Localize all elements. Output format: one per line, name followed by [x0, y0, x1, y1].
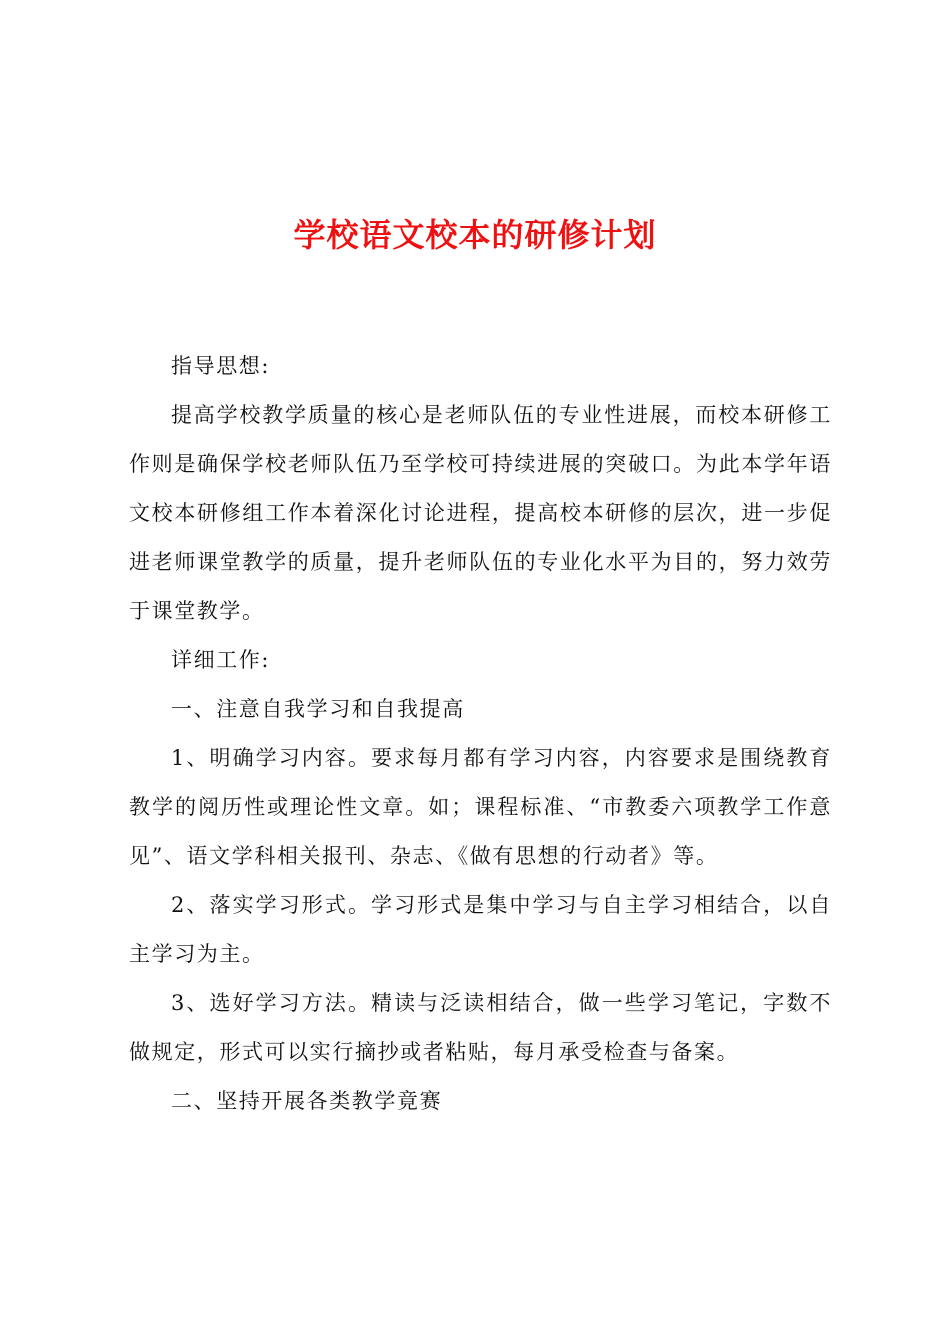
document-body [129, 342, 832, 1126]
paragraph-guiding-thought-heading: 指导思想: [171, 354, 271, 378]
paragraph-guiding-thought: 提高学校教学质量的核心是老师队伍的专业性进展，而校本研修工作则是确保学校老师队伍乃至学校可持续进展的突破口。为此本学年语文校本研修组工作本着深化讨论进程，提高校本研修的层次，进一步促进老师课堂教学的质量，提升老师队伍的专业化水平为目的，努力效劳于课堂教学。 [129, 403, 832, 623]
document-title: 学校语文校本的研修计划 [293, 216, 657, 254]
list-item-3: 3、选好学习方法。精读与泛读相结合，做一些学习笔记，字数不做规定，形式可以实行摘抄或者粘贴，每月承受检查与备案。 [129, 991, 832, 1064]
paragraph-detailed-work-heading: 详细工作: [171, 648, 271, 672]
list-item-2: 2、落实学习形式。学习形式是集中学习与自主学习相结合，以自主学习为主。 [129, 893, 832, 966]
section-heading-1: 一、注意自我学习和自我提高 [171, 697, 465, 721]
section-heading-2: 二、坚持开展各类教学竟赛 [171, 1089, 443, 1113]
list-item-1: 1、明确学习内容。要求每月都有学习内容，内容要求是围绕教育教学的阅历性或理论性文章。如；课程标准、“市教委六项教学工作意见”、语文学科相关报刊、杂志、《做有思想的行动者》等。 [129, 746, 832, 868]
